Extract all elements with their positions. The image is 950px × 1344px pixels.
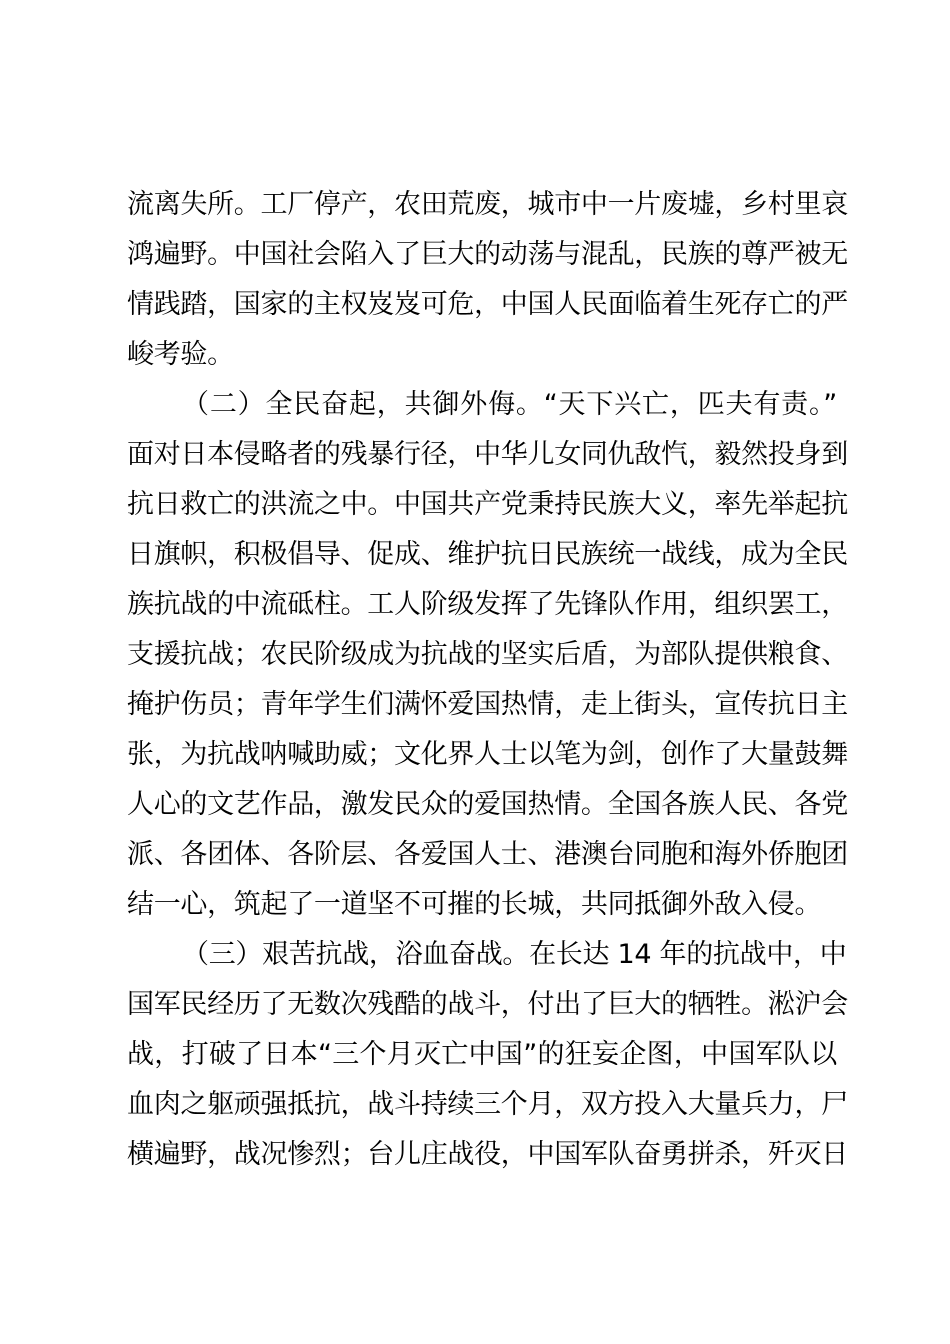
text-line: 流离失所。工厂停产，农田荒废，城市中一片废墟，乡村里哀 <box>127 189 848 220</box>
text-line: 日旗帜，积极倡导、促成、维护抗日民族统一战线，成为全民 <box>127 539 848 570</box>
text-line: 抗日救亡的洪流之中。中国共产党秉持民族大义，率先举起抗 <box>127 489 848 520</box>
text-line: 血肉之躯顽强抵抗，战斗持续三个月，双方投入大量兵力，尸 <box>127 1089 848 1120</box>
text-line: 张，为抗战呐喊助威；文化界人士以笔为剑，创作了大量鼓舞 <box>127 739 848 770</box>
text-line: 结一心，筑起了一道坚不可摧的长城，共同抵御外敌入侵。 <box>127 889 822 920</box>
text-line: （三）艰苦抗战，浴血奋战。在长达 14 年的抗战中，中 <box>182 939 847 970</box>
text-line: 人心的文艺作品，激发民众的爱国热情。全国各族人民、各党 <box>127 789 848 820</box>
text-line: 国军民经历了无数次残酷的战斗，付出了巨大的牺牲。淞沪会 <box>127 989 848 1020</box>
paragraph <box>127 380 848 930</box>
text-line: 派、各团体、各阶层、各爱国人士、港澳台同胞和海外侨胞团 <box>127 839 848 870</box>
text-line: 横遍野，战况惨烈；台儿庄战役，中国军队奋勇拼杀，歼灭日 <box>127 1139 848 1170</box>
text-line: 支援抗战；农民阶级成为抗战的坚实后盾，为部队提供粮食、 <box>127 639 848 670</box>
text-line: 面对日本侵略者的残暴行径，中华儿女同仇敌忾，毅然投身到 <box>127 439 848 470</box>
paragraph <box>127 930 848 1180</box>
text-line: 峻考验。 <box>127 339 234 370</box>
text-line: （二）全民奋起，共御外侮。“天下兴亡，匹夫有责。” <box>182 389 837 420</box>
text-line: 情践踏，国家的主权岌岌可危，中国人民面临着生死存亡的严 <box>127 289 848 320</box>
paragraph <box>127 180 848 380</box>
text-line: 掩护伤员；青年学生们满怀爱国热情，走上街头，宣传抗日主 <box>127 689 848 720</box>
text-line: 鸿遍野。中国社会陷入了巨大的动荡与混乱，民族的尊严被无 <box>127 239 848 270</box>
text-line: 战，打破了日本“三个月灭亡中国”的狂妄企图，中国军队以 <box>127 1039 837 1070</box>
document-body <box>127 180 848 1180</box>
text-line: 族抗战的中流砥柱。工人阶级发挥了先锋队作用，组织罢工， <box>127 589 848 620</box>
